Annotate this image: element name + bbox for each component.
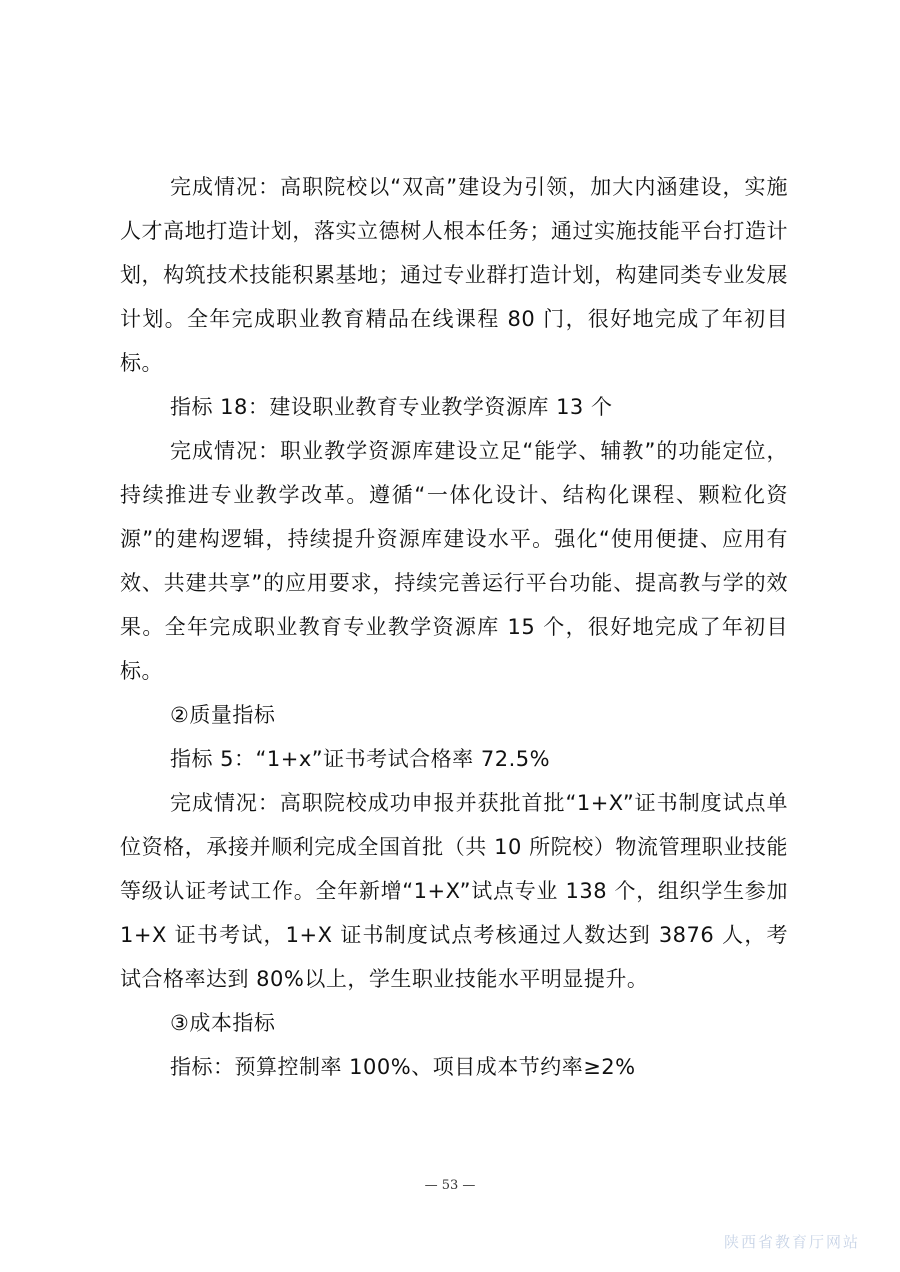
- paragraph-indicator-18: 指标 18：建设职业教育专业教学资源库 13 个: [170, 395, 613, 419]
- section-heading-quality: ②质量指标: [170, 703, 276, 727]
- paragraph-completion-certificate: 完成情况：高职院校成功申报并获批首批“1+X”证书制度试点单位资格，承接并顺利完成全国首批（共 10 所院校）物流管理职业技能等级认证考试工作。全年新增“1+X”试点专业 138 个，组织学生参加 1+X 证书考试，1+X 证书制度试点考核通过人数达到 3876 人，考试合格率达到 80%以上，学生职业技能水平明显提升。: [120, 791, 788, 991]
- paragraph-indicator-cost: 指标：预算控制率 100%、项目成本节约率≥2%: [170, 1055, 636, 1079]
- paragraph-completion-online-courses: 完成情况：高职院校以“双高”建设为引领，加大内涵建设，实施人才高地打造计划，落实立德树人根本任务；通过实施技能平台打造计划，构筑技术技能积累基地；通过专业群打造计划，构建同类专业发展计划。全年完成职业教育精品在线课程 80 门，很好地完成了年初目标。: [120, 175, 788, 375]
- body-text: [120, 165, 788, 1089]
- watermark: 陕西省教育厅网站: [723, 1233, 860, 1251]
- page-number: — 53 —: [424, 1178, 476, 1193]
- paragraph-completion-resource-library: 完成情况：职业教学资源库建设立足“能学、辅教”的功能定位，持续推进专业教学改革。遵循“一体化设计、结构化课程、颗粒化资源”的建构逻辑，持续提升资源库建设水平。强化“使用便捷、应用有效、共建共享”的应用要求，持续完善运行平台功能、提高教与学的效果。全年完成职业教育专业教学资源库 15 个，很好地完成了年初目标。: [120, 439, 788, 683]
- paragraph-indicator-5: 指标 5：“1+x”证书考试合格率 72.5%: [170, 747, 551, 771]
- section-heading-cost: ③成本指标: [170, 1011, 276, 1035]
